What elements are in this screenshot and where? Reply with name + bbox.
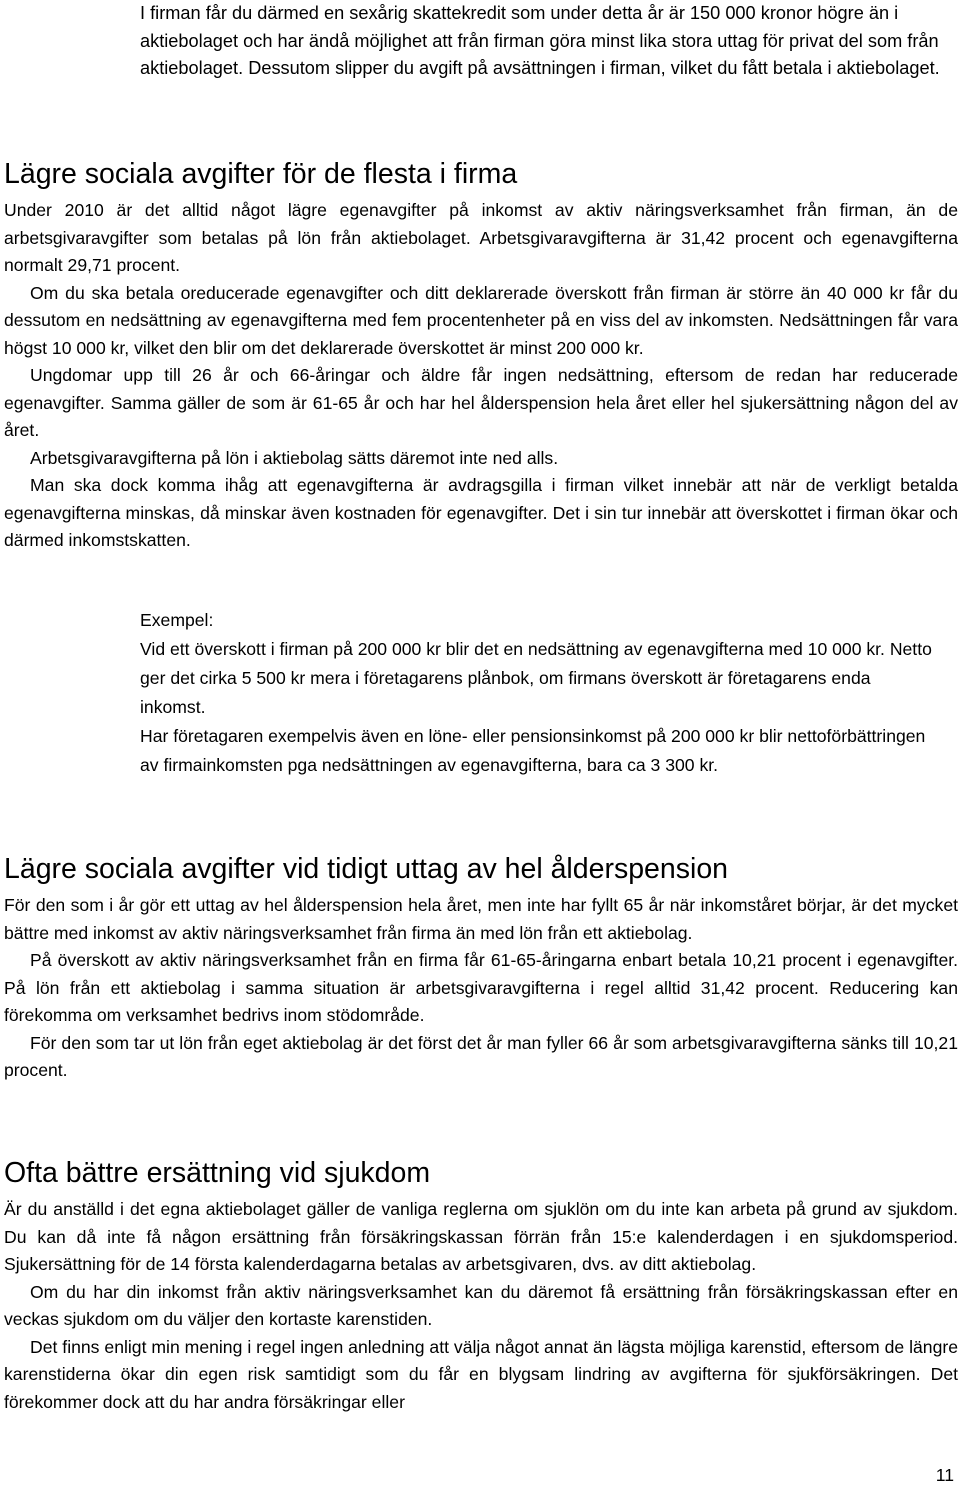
paragraph: Arbetsgivaravgifterna på lön i aktiebolag sätts däremot inte ned alls. [30,447,559,468]
paragraph: Ungdomar upp till 26 år och 66-åringar och äldre får ingen nedsättning, eftersom de redan har reducerade egenavgifter. Samma gäller de som är 61-65 år och har hel ålderspension hela året eller hel sjukersättning någon del av året. [4,365,958,440]
intro-paragraph: I firman får du därmed en sexårig skattekredit som under detta år är 150 000 kronor högre än i aktiebolaget och har ändå möjlighet att från firman göra minst lika stora uttag för privat del som från aktiebolaget. Dessutom slipper du avgift på avsättningen i firman, vilket du fått betala i aktiebolaget. [140,3,940,78]
paragraph: Är du anställd i det egna aktiebolaget gäller de vanliga reglerna om sjuklön om du inte kan arbeta på grund av sjukdom. Du kan då inte få någon ersättning från försäkringskassan förrän från 15:e kalenderdagen i en sjukdomsperiod. Sjukersättning för de 14 första kalenderdagarna betalas av arbetsgivaren, dvs. av ditt aktiebolag. [4,1199,958,1274]
paragraph: Under 2010 är det alltid något lägre egenavgifter på inkomst av aktiv näringsverksamhet från firman, än de arbetsgivaravgifter som betalas på lön från aktiebolaget. Arbetsgivaravgifterna är 31,42 procent och egenavgifterna normalt 29,71 procent. [4,200,958,275]
section-heading: Lägre sociala avgifter vid tidigt uttag av hel ålderspension [4,853,729,885]
section-heading: Ofta bättre ersättning vid sjukdom [4,1157,431,1189]
intro-block [140,0,960,83]
example-text: Vid ett överskott i firman på 200 000 kr blir det en nedsättning av egenavgifterna med 10 000 kr. Netto ger det cirka 5 500 kr mera i företagarens plånbok, om firmans överskott är företagarens enda inkomst. [140,639,932,717]
paragraph: För den som i år gör ett uttag av hel ålderspension hela året, men inte har fyllt 65 år när inkomståret börjar, är det mycket bättre med inkomst av aktiv näringsverksamhet från firma än med lön från ett aktiebolag. [4,895,958,943]
example-label: Exempel: [140,610,214,630]
paragraph: Om du ska betala oreducerade egenavgifter och ditt deklarerade överskott från firman är större än 40 000 kr får du dessutom en nedsättning av egenavgifterna med fem procentenheter på en viss del av inkomsten. Nedsättningen får vara högst 10 000 kr, vilket den blir om det deklarerade överskottet är minst 200 000 kr. [4,282,958,358]
example-block [140,606,940,780]
section-heading: Lägre sociala avgifter för de flesta i firma [4,158,518,190]
paragraph: Man ska dock komma ihåg att egenavgifterna är avdragsgilla i firman vilket innebär att när de verkligt betalda egenavgifterna minskas, då minskar även kostnaden för egenavgifter. Det i sin tur innebär att överskottet i firman ökar och därmed inkomstskatten. [4,475,958,550]
paragraph: Det finns enligt min mening i regel ingen anledning att välja något annat än lägsta möjliga karenstid, eftersom de längre karenstiderna ökar din egen risk samtidigt som du får en blygsam lindring av avgifterna för sjukförsäkringen. Det förekommer dock att du har andra försäkringar eller [4,1336,958,1412]
section-sickness [4,1156,958,1416]
example-text: Har företagaren exempelvis även en löne- eller pensionsinkomst på 200 000 kr blir nettoförbättringen av firmainkomsten pga nedsättningen av egenavgifterna, bara ca 3 300 kr. [140,726,926,775]
section-social-fees-firm [4,157,958,555]
paragraph: På överskott av aktiv näringsverksamhet från en firma får 61-65-åringarna enbart betala 10,21 procent i egenavgifter. På lön från ett aktiebolag i samma situation är arbetsgivaravgifterna i regel alltid 31,42 procent. Reducering kan förekomma om verksamhet bedrivs inom stödområde. [4,950,958,1025]
page-number: 11 [935,1465,954,1485]
paragraph: Om du har din inkomst från aktiv näringsverksamhet kan du däremot få ersättning från försäkringskassan efter en veckas sjukdom om du väljer den kortaste karenstiden. [4,1281,958,1329]
section-early-pension [4,852,958,1085]
paragraph: För den som tar ut lön från eget aktiebolag är det först det år man fyller 66 år som arbetsgivaravgifterna sänks till 10,21 procent. [4,1032,958,1080]
